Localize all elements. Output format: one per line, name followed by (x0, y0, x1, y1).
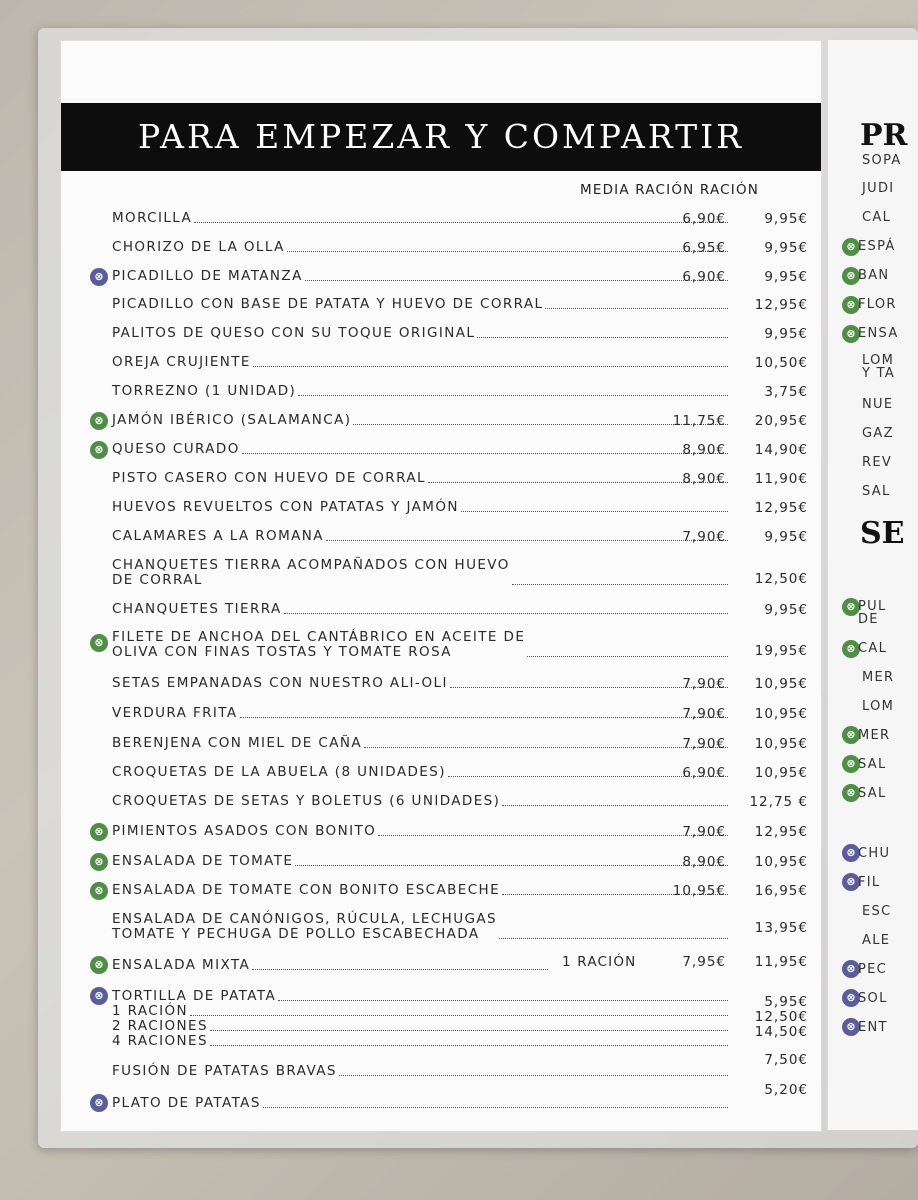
next-menu-page (826, 40, 918, 1130)
menu-item: FILETE DE ANCHOA DEL CANTÁBRICO EN ACEITE DE OLIVA CON FINAS TOSTAS Y TOMATE ROSA (112, 630, 732, 660)
allergen-icon: ⊗ (842, 755, 860, 773)
full-price: 10,95€ (754, 736, 808, 752)
menu-item: CROQUETAS DE LA ABUELA (8 UNIDADES) (112, 765, 732, 780)
allergen-icon: ⊗ (842, 784, 860, 802)
right-line: REV (862, 455, 893, 470)
menu-item: ENSALADA MIXTA (112, 958, 552, 973)
allergen-icon: ⊗ (842, 989, 860, 1007)
full-price: 16,95€ (754, 883, 808, 899)
half-price: 7,95€ (682, 954, 726, 970)
menu-item: TORREZNO (1 UNIDAD) (112, 384, 732, 399)
portion-note: 1 RACIÓN (562, 954, 637, 970)
menu-item: PISTO CASERO CON HUEVO DE CORRAL (112, 471, 732, 486)
full-price: 12,95€ (754, 297, 808, 313)
allergen-icon: ⊗ (90, 634, 108, 652)
full-price: 5,95€ (764, 994, 808, 1010)
menu-item: ENSALADA DE TOMATE (112, 854, 732, 869)
right-line: LOM (862, 699, 895, 714)
right-line: CAL (862, 210, 892, 225)
full-price: 10,95€ (754, 854, 808, 870)
menu-item: ENSALADA DE TOMATE CON BONITO ESCABECHE (112, 883, 732, 898)
full-price: 7,50€ (764, 1052, 808, 1068)
half-price: 11,75€ (672, 413, 726, 429)
right-line: ESC (862, 904, 892, 919)
right-line: FIL (858, 875, 881, 890)
full-price: 10,95€ (754, 676, 808, 692)
right-line: PEC (858, 962, 888, 977)
full-price: 10,95€ (754, 765, 808, 781)
allergen-icon: ⊗ (842, 1018, 860, 1036)
allergen-icon: ⊗ (90, 956, 108, 974)
menu-item: CALAMARES A LA ROMANA (112, 529, 732, 544)
right-line: SOL (858, 991, 888, 1006)
full-price: 9,95€ (764, 211, 808, 227)
menu-item: OREJA CRUJIENTE (112, 355, 732, 370)
full-price: 5,20€ (764, 1082, 808, 1098)
right-line: MER (862, 670, 895, 685)
allergen-icon: ⊗ (90, 1094, 108, 1112)
menu-item: 1 RACIÓN (112, 1004, 732, 1019)
allergen-icon: ⊗ (842, 598, 860, 616)
half-price: 8,90€ (682, 854, 726, 870)
allergen-icon: ⊗ (90, 853, 108, 871)
menu-item: VERDURA FRITA (112, 706, 732, 721)
full-price: 12,75 € (749, 794, 808, 810)
right-line: LOM Y TA (862, 353, 896, 381)
full-price: 19,95€ (754, 643, 808, 659)
half-price: 8,90€ (682, 471, 726, 487)
allergen-icon: ⊗ (90, 882, 108, 900)
allergen-icon: ⊗ (842, 296, 860, 314)
allergen-icon: ⊗ (90, 268, 108, 286)
right-line: NUE (862, 397, 894, 412)
allergen-icon: ⊗ (842, 267, 860, 285)
right-line: CHU (858, 846, 891, 861)
section-title: PARA EMPEZAR Y COMPARTIR (61, 103, 821, 171)
allergen-icon: ⊗ (842, 640, 860, 658)
half-price: 7,90€ (682, 824, 726, 840)
half-price: 7,90€ (682, 736, 726, 752)
menu-item: FUSIÓN DE PATATAS BRAVAS (112, 1064, 732, 1079)
menu-item: PLATO DE PATATAS (112, 1096, 732, 1111)
allergen-icon: ⊗ (842, 726, 860, 744)
allergen-icon: ⊗ (842, 844, 860, 862)
menu-item: HUEVOS REVUELTOS CON PATATAS Y JAMÓN (112, 500, 732, 515)
menu-item: PICADILLO CON BASE DE PATATA Y HUEVO DE CORRAL (112, 297, 732, 312)
allergen-icon: ⊗ (842, 960, 860, 978)
right-line: SOPA (862, 153, 902, 168)
menu-item: QUESO CURADO (112, 442, 732, 457)
column-headers: MEDIA RACIÓN RACIÓN (580, 182, 760, 198)
menu-item: CHANQUETES TIERRA (112, 602, 732, 617)
allergen-icon: ⊗ (842, 325, 860, 343)
half-price: 6,90€ (682, 211, 726, 227)
menu-item: PICADILLO DE MATANZA (112, 269, 732, 284)
full-price: 9,95€ (764, 602, 808, 618)
menu-item: SETAS EMPANADAS CON NUESTRO ALI-OLI (112, 676, 732, 691)
menu-item: TORTILLA DE PATATA (112, 989, 732, 1004)
right-line: SAL (858, 757, 887, 772)
allergen-icon: ⊗ (842, 873, 860, 891)
right-line: SAL (862, 484, 891, 499)
menu-item: 4 RACIONES (112, 1034, 732, 1049)
half-price: 8,90€ (682, 442, 726, 458)
half-price: 7,90€ (682, 676, 726, 692)
full-price: 10,95€ (754, 706, 808, 722)
right-line: GAZ (862, 426, 894, 441)
full-price: 20,95€ (754, 413, 808, 429)
menu-item: PIMIENTOS ASADOS CON BONITO (112, 824, 732, 839)
allergen-icon: ⊗ (842, 238, 860, 256)
full-price: 11,95€ (754, 954, 808, 970)
menu-item: ENSALADA DE CANÓNIGOS, RÚCULA, LECHUGAS TOMATE Y PECHUGA DE POLLO ESCABECHADA (112, 912, 732, 942)
right-line: ENSA (858, 326, 899, 341)
allergen-icon: ⊗ (90, 823, 108, 841)
right-line: PUL DE (858, 599, 887, 627)
full-price: 10,50€ (754, 355, 808, 371)
right-line: MER (858, 728, 891, 743)
full-price: 14,50€ (754, 1024, 808, 1040)
menu-item: CHORIZO DE LA OLLA (112, 240, 732, 255)
allergen-icon: ⊗ (90, 412, 108, 430)
menu-item: PALITOS DE QUESO CON SU TOQUE ORIGINAL (112, 326, 732, 341)
full-price: 9,95€ (764, 529, 808, 545)
menu-item: 2 RACIONES (112, 1019, 732, 1034)
half-price: 6,90€ (682, 269, 726, 285)
menu-item: BERENJENA CON MIEL DE CAÑA (112, 736, 732, 751)
half-price: 6,90€ (682, 765, 726, 781)
full-price: 11,90€ (754, 471, 808, 487)
right-line: ENT (858, 1020, 888, 1035)
full-price: 9,95€ (764, 326, 808, 342)
right-heading: SE (860, 516, 905, 551)
half-price: 7,90€ (682, 529, 726, 545)
right-line: ESPÁ (858, 239, 896, 254)
full-price: 12,50€ (754, 1009, 808, 1025)
menu-item: MORCILLA (112, 211, 732, 226)
allergen-icon: ⊗ (90, 441, 108, 459)
full-price: 12,95€ (754, 824, 808, 840)
menu-item: CROQUETAS DE SETAS Y BOLETUS (6 UNIDADES) (112, 794, 732, 809)
right-line: JUDI (862, 181, 895, 196)
half-price: 6,95€ (682, 240, 726, 256)
menu-item: JAMÓN IBÉRICO (SALAMANCA) (112, 413, 732, 428)
full-price: 12,95€ (754, 500, 808, 516)
half-price: 10,95€ (672, 883, 726, 899)
right-line: BAN (858, 268, 890, 283)
full-price: 12,50€ (754, 571, 808, 587)
right-line: FLOR (858, 297, 897, 312)
full-price: 14,90€ (754, 442, 808, 458)
half-price: 7,90€ (682, 706, 726, 722)
right-heading: PR (860, 118, 908, 153)
right-line: ALE (862, 933, 891, 948)
full-price: 3,75€ (764, 384, 808, 400)
full-price: 9,95€ (764, 269, 808, 285)
right-line: CAL (858, 641, 888, 656)
menu-item: CHANQUETES TIERRA ACOMPAÑADOS CON HUEVO DE CORRAL (112, 558, 732, 588)
allergen-icon: ⊗ (90, 987, 108, 1005)
right-line: SAL (858, 786, 887, 801)
full-price: 13,95€ (754, 920, 808, 936)
full-price: 9,95€ (764, 240, 808, 256)
